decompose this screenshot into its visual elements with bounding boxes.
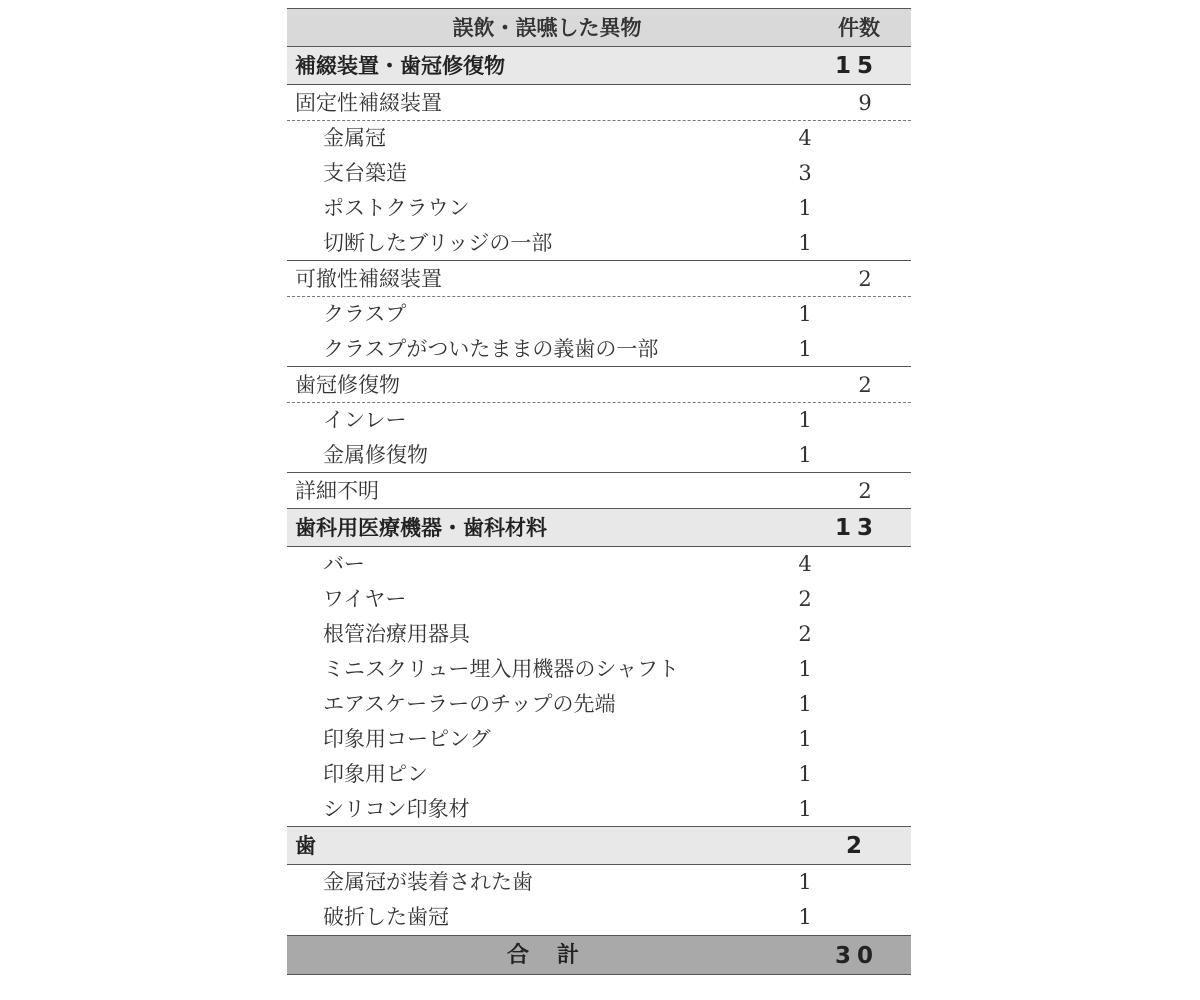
item-count: 1 [798,727,812,751]
item-label: 根管治療用器具 [323,622,470,646]
section-row-prosthesis [287,47,911,85]
section-count: 2 [845,833,868,859]
table-row [287,757,911,792]
section-count: 13 [834,515,879,541]
table-row [287,332,911,367]
section-row-teeth [287,827,911,865]
table-row [287,617,911,652]
table-row [287,121,911,156]
table-header [287,9,911,47]
table-row [287,156,911,191]
subgroup-count: 2 [858,479,872,503]
section-row-devices-materials [287,509,911,547]
item-label: ポストクラウン [323,196,470,220]
item-label: インレー [323,408,407,432]
item-count: 1 [798,196,812,220]
item-label: 金属修復物 [323,443,428,467]
table-row [287,865,911,900]
subgroup-label: 可撤性補綴装置 [295,267,442,291]
subgroup-row-unknown [287,473,911,509]
item-count: 3 [798,161,812,185]
section-label: 歯科用医療機器・歯科材料 [295,516,547,540]
total-count: 30 [834,943,879,969]
item-label: 金属冠 [323,126,386,150]
section-count: 15 [834,53,879,79]
item-label: クラスプがついたままの義歯の一部 [323,337,659,361]
item-count: 4 [798,126,812,150]
table-row [287,191,911,226]
item-label: ミニスクリュー埋入用機器のシャフト [323,657,679,681]
item-count: 1 [798,337,812,361]
item-label: シリコン印象材 [323,797,470,821]
subgroup-row-removable-prosthesis [287,261,911,297]
table-row [287,547,911,582]
table-row [287,652,911,687]
total-label: 合計 [506,943,607,968]
header-item-label: 誤飲・誤嚥した異物 [452,16,642,40]
table-row [287,297,911,332]
subgroup-label: 固定性補綴装置 [295,91,442,115]
item-label: 金属冠が装着された歯 [323,870,533,894]
item-label: 破折した歯冠 [323,905,449,929]
item-count: 1 [798,408,812,432]
item-count: 2 [798,587,812,611]
item-label: 印象用コーピング [323,727,491,751]
item-count: 1 [798,443,812,467]
table-row [287,226,911,261]
item-count: 1 [798,302,812,326]
foreign-body-table [287,8,911,975]
subgroup-row-fixed-prosthesis [287,85,911,121]
subgroup-label: 歯冠修復物 [295,373,400,397]
section-label: 補綴装置・歯冠修復物 [295,54,505,78]
item-count: 1 [798,870,812,894]
item-count: 4 [798,552,812,576]
item-count: 1 [798,905,812,929]
section-label: 歯 [295,834,316,858]
table-row [287,722,911,757]
item-label: エアスケーラーのチップの先端 [323,692,616,716]
subgroup-count: 2 [858,373,872,397]
subgroup-count: 9 [858,91,872,115]
header-count-label: 件数 [838,16,880,40]
item-label: バー [323,552,365,576]
subgroup-label: 詳細不明 [295,479,379,503]
table-row [287,687,911,722]
total-row [287,935,911,975]
subgroup-row-crown-restoration [287,367,911,403]
item-label: 切断したブリッジの一部 [323,231,553,255]
item-label: ワイヤー [323,587,407,611]
table-row [287,792,911,827]
item-label: 印象用ピン [323,762,428,786]
table-row [287,438,911,473]
item-count: 1 [798,762,812,786]
item-label: 支台築造 [323,161,407,185]
item-count: 2 [798,622,812,646]
item-count: 1 [798,692,812,716]
table-row [287,582,911,617]
item-count: 1 [798,657,812,681]
table-row [287,403,911,438]
item-count: 1 [798,231,812,255]
table-row [287,900,911,935]
item-label: クラスプ [323,302,407,326]
subgroup-count: 2 [858,267,872,291]
item-count: 1 [798,797,812,821]
